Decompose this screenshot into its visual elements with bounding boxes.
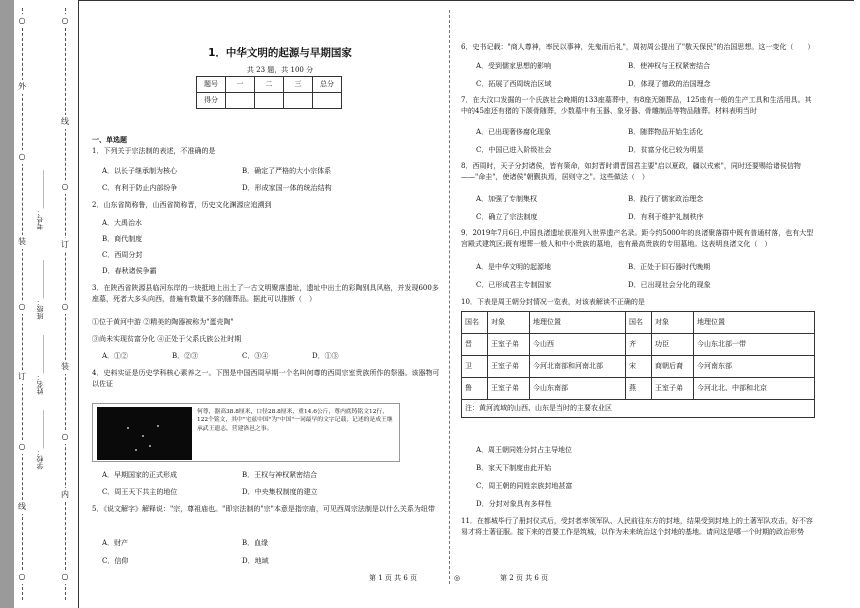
gutter-mark: ○ bbox=[17, 570, 27, 584]
header-cell: 地理位置 bbox=[694, 312, 815, 334]
table-cell: 功臣 bbox=[652, 334, 694, 356]
answer-option[interactable]: B．②③ bbox=[172, 352, 199, 360]
table-cell: 宋 bbox=[626, 356, 652, 378]
table-cell: 商朝后裔 bbox=[652, 356, 694, 378]
gutter-mark: 订 bbox=[17, 370, 27, 384]
page-number-left: 第 1 页 共 6 页 bbox=[369, 574, 418, 582]
table-cell: 王室子弟 bbox=[488, 356, 530, 378]
answer-option[interactable]: B．家天下制度由此开始 bbox=[476, 464, 552, 472]
statement-line: ①位于黄河中游 ②精美的陶器被称为"蛋壳陶" bbox=[92, 318, 234, 326]
page-border-left bbox=[78, 0, 79, 608]
fief-table bbox=[461, 311, 815, 418]
table-cell: 今河北南部和河南北部 bbox=[530, 356, 626, 378]
answer-option[interactable]: D．分封对象具有多样性 bbox=[476, 500, 552, 508]
table-cell: 王室子弟 bbox=[488, 334, 530, 356]
answer-option[interactable]: A．早期国家的正式形成 bbox=[102, 471, 178, 479]
answer-option[interactable]: A．受到儒家思想的影响 bbox=[476, 62, 552, 70]
score-cell[interactable] bbox=[255, 93, 284, 109]
answer-option[interactable]: B．确定了严格的大小宗体系 bbox=[242, 167, 332, 175]
exam-number-field[interactable]: 考号：___________ bbox=[36, 170, 44, 230]
question-stem: 1．下列关于宗法制的表述，不准确的是 bbox=[92, 147, 216, 155]
table-cell: 今河北北、中部和北京 bbox=[694, 378, 815, 400]
question-stem: 5．《说文解字》解释说："宗，尊祖庙也。"即宗法制的"宗"本意是指宗庙，可见西周宗法制是以什么关系为纽带 bbox=[92, 505, 435, 513]
gutter-mark: 装 bbox=[60, 360, 70, 374]
gutter-mark: 内 bbox=[60, 488, 70, 502]
question-stem: 7．在大汶口发掘的一个氏族社会晚期的133座墓葬中，有8座无随葬品，125座有一般的生产工具和生活用具。其中的45座还有猪的下颌骨随葬，少数墓中有玉器、象牙器、骨雕制品等物品随葬。材料表明当时 bbox=[461, 96, 812, 115]
gutter-mark: ○ bbox=[17, 150, 27, 164]
gutter-mark: 线 bbox=[17, 500, 27, 514]
table-cell: 今山东南部 bbox=[530, 378, 626, 400]
answer-option[interactable]: B．商代制度 bbox=[102, 235, 143, 243]
answer-option[interactable]: A．周王朝同姓分封占主导地位 bbox=[476, 446, 573, 454]
score-cell: 得分 bbox=[197, 93, 226, 109]
gutter-mark: 装 bbox=[17, 235, 27, 249]
answer-option[interactable]: C．拓展了西周统治区域 bbox=[476, 80, 552, 88]
artifact-figure bbox=[92, 403, 400, 462]
table-cell: 今山东北部一带 bbox=[694, 334, 815, 356]
table-note-row bbox=[462, 400, 815, 418]
answer-option[interactable]: C．周王朝的同姓亲族封地甚富 bbox=[476, 482, 573, 490]
table-row bbox=[462, 378, 815, 400]
gutter-mark: ○ bbox=[17, 440, 27, 454]
answer-option[interactable]: D．①③ bbox=[312, 352, 339, 360]
gutter-mark: 外 bbox=[17, 80, 27, 94]
header-cell: 对象 bbox=[488, 312, 530, 334]
answer-option[interactable]: D．春秋诸侯争霸 bbox=[102, 267, 157, 275]
score-cell[interactable] bbox=[313, 93, 342, 109]
gutter-mark: ○ bbox=[17, 14, 27, 28]
name-field[interactable]: 姓名：___________ bbox=[36, 335, 44, 395]
gutter-mark: 线 bbox=[60, 115, 70, 129]
gutter-mark: ○ bbox=[60, 430, 70, 444]
answer-option[interactable]: B．血缘 bbox=[242, 539, 269, 547]
answer-option[interactable]: A．大禹治水 bbox=[102, 219, 143, 227]
table-cell: 晋 bbox=[462, 334, 488, 356]
answer-option[interactable]: B．正处于旧石器时代晚期 bbox=[628, 263, 711, 271]
gutter-mark: 订 bbox=[60, 238, 70, 252]
artifact-photo bbox=[97, 407, 192, 460]
table-row bbox=[462, 356, 815, 378]
answer-option[interactable]: A．已出现奢侈腐化现象 bbox=[476, 128, 552, 136]
answer-option[interactable]: B．王权与神权紧密结合 bbox=[242, 471, 318, 479]
table-cell: 今山西 bbox=[530, 334, 626, 356]
score-cell: 题号 bbox=[197, 77, 226, 93]
answer-option[interactable]: C．已形成君主专制国家 bbox=[476, 281, 552, 289]
answer-option[interactable]: D．形成家国一体的统治结构 bbox=[242, 184, 332, 192]
page-border-top bbox=[78, 0, 854, 1]
table-cell: 鲁 bbox=[462, 378, 488, 400]
answer-option[interactable]: D．已出现社会分化的现象 bbox=[628, 281, 711, 289]
question-stem: 8．西周时，天子分封诸侯，皆有策命，如封晋时谓晋国君主要"启以夏政，疆以戎索"，同时还要赐给诸侯信物——"命圭"，使诸侯"朝觐执焉，居则守之"。这些做法（ ） bbox=[461, 162, 801, 181]
header-cell: 对象 bbox=[652, 312, 694, 334]
question-stem: 10．下表是周王朝分封情况一览表，对该表解读不正确的是 bbox=[461, 298, 645, 306]
score-cell[interactable] bbox=[226, 93, 255, 109]
score-cell[interactable] bbox=[284, 93, 313, 109]
page-number-right: 第 2 页 共 6 页 bbox=[500, 574, 549, 582]
answer-option[interactable]: C．③④ bbox=[242, 352, 269, 360]
question-stem: 11．在都城毕行了册封仪式后，受封者率领军队、人民前往东方的封地，结果受到封地上的土著军队攻击，好不容易才将土著征服。接下来的首要工作是筑城，以作为未来统治这个封地的基地。请问这是哪一个时期的政治形势 bbox=[461, 517, 813, 536]
table-cell: 王室子弟 bbox=[652, 378, 694, 400]
gutter-mark: ○ bbox=[60, 14, 70, 28]
answer-option[interactable]: D．中央集权制度的建立 bbox=[242, 488, 318, 496]
answer-option[interactable]: B．使神权与王权紧密结合 bbox=[628, 62, 711, 70]
binding-margin bbox=[14, 0, 76, 608]
question-stem: 9．2019年7月6日,中国良渚遗址获准列入世界遗产名录。距今约5000年的良渚聚落群中既有普通村落，也有大型宫殿式建筑区;既有埋葬一般人和中小贵族的墓地，也有最高贵族的专用墓地。这表明良渚文化（ ） bbox=[461, 229, 814, 248]
artifact-caption: 何尊，器高38.8厘米，口径28.8厘米，重14.6公斤，尊内底铸铭文12行，122个铭文，其中"宅兹中国"为"中国"一词最早的文字记载，记述的是成王继承武王遗志，营建洛邑之事。 bbox=[197, 409, 393, 432]
gutter-mark: ○ bbox=[60, 300, 70, 314]
answer-option[interactable]: A．①② bbox=[102, 352, 129, 360]
header-cell: 国名 bbox=[626, 312, 652, 334]
answer-option[interactable]: B．践行了儒家政治理念 bbox=[628, 195, 704, 203]
answer-option[interactable]: A．加强了专制集权 bbox=[476, 195, 538, 203]
answer-option[interactable]: C．有利于防止内部纷争 bbox=[102, 184, 178, 192]
answer-option[interactable]: D．体现了德政的治国理念 bbox=[628, 80, 711, 88]
footer-mark: ◎ bbox=[454, 574, 461, 582]
school-field[interactable]: 学校：___________ bbox=[36, 410, 44, 470]
table-cell: 王室子弟 bbox=[488, 378, 530, 400]
score-cell: 三 bbox=[284, 77, 313, 93]
table-cell: 燕 bbox=[626, 378, 652, 400]
gutter-mark: ○ bbox=[60, 180, 70, 194]
gutter-mark: ○ bbox=[60, 570, 70, 584]
table-row bbox=[462, 334, 815, 356]
column-divider bbox=[449, 10, 450, 584]
class-field[interactable]: 班级：___________ bbox=[36, 260, 44, 320]
answer-option[interactable]: D．有利于维护礼制秩序 bbox=[628, 213, 704, 221]
statement-line: ③尚未实现贫富分化 ④正处于父系氏族公社时期 bbox=[92, 335, 242, 343]
answer-option[interactable]: A．是中华文明的起源地 bbox=[476, 263, 552, 271]
page-title: 1．中华文明的起源与早期国家 bbox=[208, 47, 352, 59]
page-subtitle: 共 23 题，共 100 分 bbox=[246, 66, 314, 74]
question-stem: 6．史书记载："商人尊神，率民以事神，先鬼而后礼"，周初周公提出了"敬天保民"的治国思想。这一变化（ ） bbox=[461, 43, 815, 51]
binding-strip bbox=[0, 0, 14, 608]
table-cell: 卫 bbox=[462, 356, 488, 378]
answer-option[interactable]: C．周王天下共主的地位 bbox=[102, 488, 178, 496]
answer-option[interactable]: A．以长子继承制为核心 bbox=[102, 167, 178, 175]
answer-option[interactable]: C．确立了宗法制度 bbox=[476, 213, 538, 221]
answer-option[interactable]: C．中国已进入阶级社会 bbox=[476, 146, 552, 154]
score-cell: 一 bbox=[226, 77, 255, 93]
question-stem: 3．在陕西省陕源县临河东岸的一块抵地上出土了一古文明聚落遗址，遗址中出土的彩陶别具风格，并发现600多座墓，死者大多头向西，普遍有数量不多的随葬品。据此可以推断（ ） bbox=[92, 284, 439, 303]
score-cell: 二 bbox=[255, 77, 284, 93]
section-heading: 一、单选题 bbox=[92, 136, 127, 144]
answer-option[interactable]: A．财产 bbox=[102, 539, 129, 547]
table-cell: 今河南东部 bbox=[694, 356, 815, 378]
answer-option[interactable]: C．信仰 bbox=[102, 557, 129, 565]
gutter-mark: ○ bbox=[17, 300, 27, 314]
answer-option[interactable]: B．随葬物品开始生活化 bbox=[628, 128, 704, 136]
score-cell: 总分 bbox=[313, 77, 342, 93]
table-header-row bbox=[462, 312, 815, 334]
question-stem: 2．山东省简称鲁，山西省简称晋，历史文化渊源应追溯到 bbox=[92, 201, 272, 209]
answer-option[interactable]: C．西周分封 bbox=[102, 251, 143, 259]
score-table bbox=[196, 76, 342, 109]
header-cell: 地理位置 bbox=[530, 312, 626, 334]
header-cell: 国名 bbox=[462, 312, 488, 334]
answer-option[interactable]: D．贫富分化已较为明显 bbox=[628, 146, 704, 154]
answer-option[interactable]: D．地域 bbox=[242, 557, 269, 565]
table-cell: 齐 bbox=[626, 334, 652, 356]
table-note: 注：黄河流域的山西、山东是当时的主要农业区 bbox=[462, 400, 815, 418]
question-stem: 4．史料实证是历史学科核心素养之一。下图是中国西周早期一个名叫何尊的西周宗室贵族所作的祭器。该器物可以佐证 bbox=[92, 369, 440, 388]
